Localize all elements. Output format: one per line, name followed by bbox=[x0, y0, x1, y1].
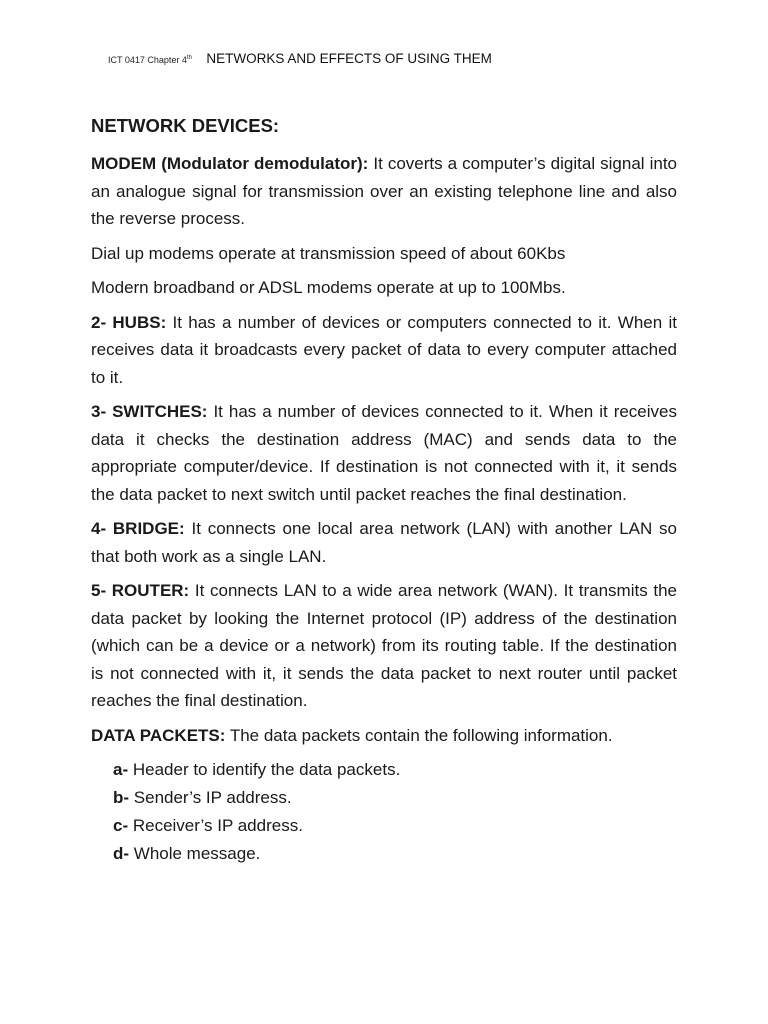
data-packets-label: DATA PACKETS: bbox=[91, 725, 226, 745]
chapter-title: NETWORKS AND EFFECTS OF USING THEM bbox=[206, 51, 492, 66]
list-item-text: Receiver’s IP address. bbox=[128, 816, 303, 835]
list-item-text: Sender’s IP address. bbox=[129, 788, 292, 807]
bridge-label: 4- BRIDGE: bbox=[91, 519, 185, 538]
bridge-text: It connects one local area network (LAN) with another LAN so that both work as a single LAN. bbox=[91, 519, 677, 566]
list-item-marker: a- bbox=[113, 760, 129, 779]
router-text: It connects LAN to a wide area network (WAN). It transmits the data packet by looking the Internet protocol (IP) address of the destination (which can be a device or a network) from its routing table. If the destination is not connected with it, it sends the data packet to next router until packet reaches the final destination. bbox=[91, 581, 677, 710]
document-body bbox=[91, 112, 677, 868]
modem-label: MODEM (Modulator demodulator): bbox=[91, 154, 369, 173]
data-packets-text: The data packets contain the following information. bbox=[225, 725, 613, 745]
paragraph-dialup: Dial up modems operate at transmission speed of about 60Kbs bbox=[91, 243, 566, 263]
hubs-text: It has a number of devices or computers connected to it. When it receives data it broadcasts every packet of data to every computer attached to it. bbox=[91, 312, 677, 387]
list-item-marker: d- bbox=[113, 844, 130, 863]
course-code-text: ICT 0417 Chapter 4 bbox=[108, 55, 187, 65]
paragraph-router bbox=[91, 577, 677, 715]
list-item bbox=[113, 812, 677, 840]
page-header bbox=[108, 50, 492, 68]
list-item-marker: c- bbox=[113, 816, 129, 835]
data-packets-list bbox=[113, 756, 677, 868]
paragraph-switches bbox=[91, 398, 677, 508]
modem-text: It coverts a computer’s digital signal into an analogue signal for transmission over an existing telephone line and also the reverse process. bbox=[91, 154, 677, 228]
paragraph-modem bbox=[91, 150, 677, 233]
list-item-text: Whole message. bbox=[129, 844, 261, 863]
list-item-text: Header to identify the data packets. bbox=[128, 760, 401, 779]
paragraph-hubs bbox=[91, 309, 677, 392]
list-item bbox=[113, 784, 677, 812]
list-item bbox=[113, 840, 677, 868]
switches-label: 3- SWITCHES: bbox=[91, 402, 208, 421]
paragraph-broadband: Modern broadband or ADSL modems operate at up to 100Mbs. bbox=[91, 278, 566, 297]
course-code-sup: th bbox=[186, 55, 192, 61]
hubs-label: 2- HUBS: bbox=[91, 312, 167, 332]
router-label: 5- ROUTER: bbox=[91, 581, 190, 600]
course-code bbox=[108, 55, 192, 65]
paragraph-data-packets bbox=[91, 722, 677, 750]
section-heading: NETWORK DEVICES: bbox=[91, 115, 280, 136]
switches-text: It has a number of devices connected to it. When it receives data it checks the destination address (MAC) and sends data to the appropriate computer/device. If destination is not connected with it, it sends the data packet to next switch until packet reaches the final destination. bbox=[91, 402, 677, 504]
list-item-marker: b- bbox=[113, 788, 130, 807]
list-item bbox=[113, 756, 677, 784]
paragraph-bridge bbox=[91, 515, 677, 570]
